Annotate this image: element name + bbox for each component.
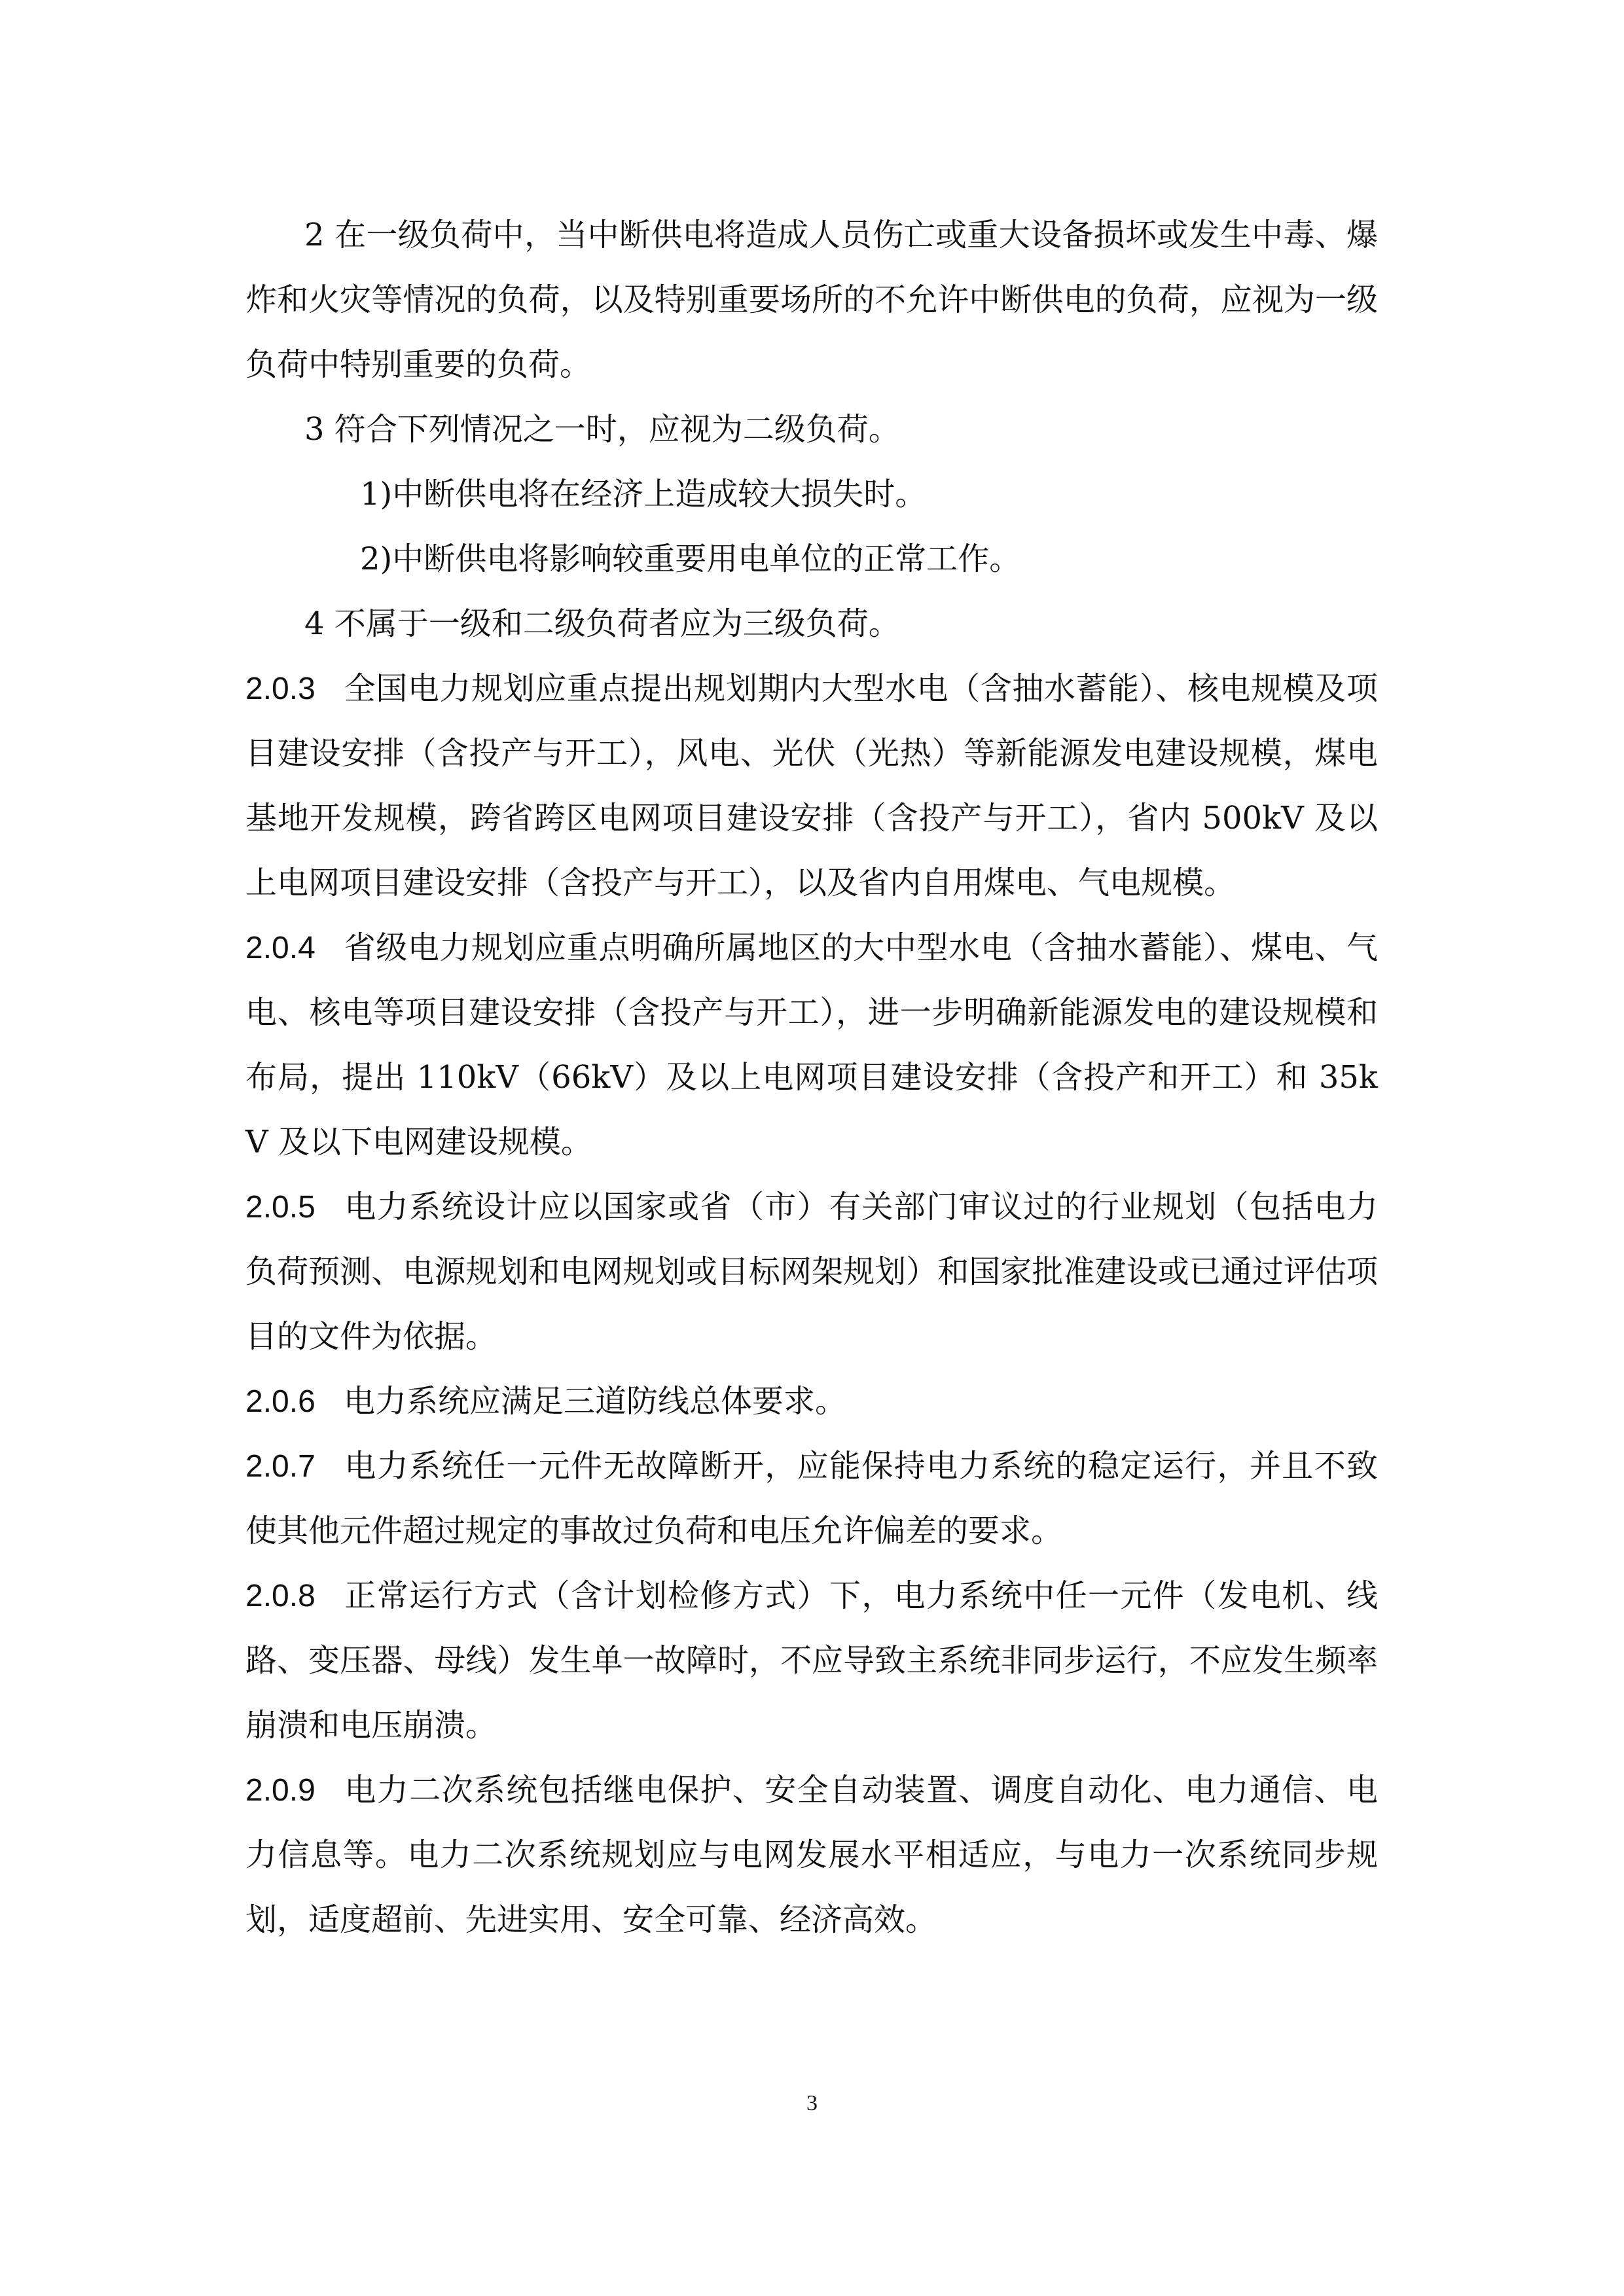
subitem-text: 2)中断供电将影响较重要用电单位的正常工作。	[360, 541, 1021, 577]
clause-number: 2.0.7	[245, 1449, 316, 1484]
clause-number: 2.0.8	[245, 1579, 316, 1613]
clause-2-0-7	[245, 1434, 1378, 1564]
clause-text: 电力系统设计应以国家或省（市）有关部门审议过的行业规划（包括电力负荷预测、电源规划和电网规划或目标网架规划）和国家批准建设或已通过评估项目的文件为依据。	[245, 1189, 1378, 1355]
clause-2-0-5	[245, 1175, 1378, 1369]
clause-number: 2.0.3	[245, 672, 316, 706]
clause-2-0-8	[245, 1564, 1378, 1758]
subitem-1-economic-loss	[245, 462, 1378, 527]
item-text: 2 在一级负荷中，当中断供电将造成人员伤亡或重大设备损坏或发生中毒、爆炸和火灾等情况的负荷，以及特别重要场所的不允许中断供电的负荷，应视为一级负荷中特别重要的负荷。	[245, 217, 1378, 383]
document-body	[245, 203, 1378, 1952]
clause-number: 2.0.5	[245, 1190, 316, 1225]
clause-2-0-6	[245, 1369, 1378, 1434]
clause-text: 电力系统任一元件无故障断开，应能保持电力系统的稳定运行，并且不致使其他元件超过规定的事故过负荷和电压允许偏差的要求。	[245, 1448, 1378, 1549]
item-text: 3 符合下列情况之一时，应视为二级负荷。	[304, 411, 900, 448]
item-4-third-class-load	[245, 592, 1378, 656]
subitem-2-important-unit	[245, 527, 1378, 592]
clause-text: 全国电力规划应重点提出规划期内大型水电（含抽水蓄能）、核电规模及项目建设安排（含投产与开工），风电、光伏（光热）等新能源发电建设规模，煤电基地开发规模，跨省跨区电网项目建设安排（含投产与开工），省内 500kV 及以上电网项目建设安排（含投产与开工），以及省内自用煤电、气电规模。	[245, 670, 1378, 901]
page-number: 3	[806, 2091, 818, 2115]
clause-2-0-3	[245, 656, 1378, 916]
item-3-second-class-load	[245, 397, 1378, 462]
clause-2-0-4	[245, 916, 1378, 1175]
clause-2-0-9	[245, 1758, 1378, 1952]
clause-number: 2.0.4	[245, 931, 316, 965]
clause-text: 省级电力规划应重点明确所属地区的大中型水电（含抽水蓄能）、煤电、气电、核电等项目建设安排（含投产与开工），进一步明确新能源发电的建设规模和布局，提出 110kV（66kV）及以上电网项目建设安排（含投产和开工）和 35kV 及以下电网建设规模。	[245, 929, 1378, 1160]
clause-text: 电力二次系统包括继电保护、安全自动装置、调度自动化、电力通信、电力信息等。电力二次系统规划应与电网发展水平相适应，与电力一次系统同步规划，适度超前、先进实用、安全可靠、经济高效。	[245, 1772, 1378, 1938]
clause-number: 2.0.6	[245, 1384, 316, 1419]
item-text: 4 不属于一级和二级负荷者应为三级负荷。	[304, 605, 900, 642]
subitem-text: 1)中断供电将在经济上造成较大损失时。	[360, 476, 927, 512]
clause-text: 正常运行方式（含计划检修方式）下，电力系统中任一元件（发电机、线路、变压器、母线）发生单一故障时，不应导致主系统非同步运行，不应发生频率崩溃和电压崩溃。	[245, 1577, 1378, 1744]
clause-number: 2.0.9	[245, 1773, 316, 1808]
clause-text: 电力系统应满足三道防线总体要求。	[344, 1383, 847, 1420]
item-2-special-first-class-load	[245, 203, 1378, 397]
